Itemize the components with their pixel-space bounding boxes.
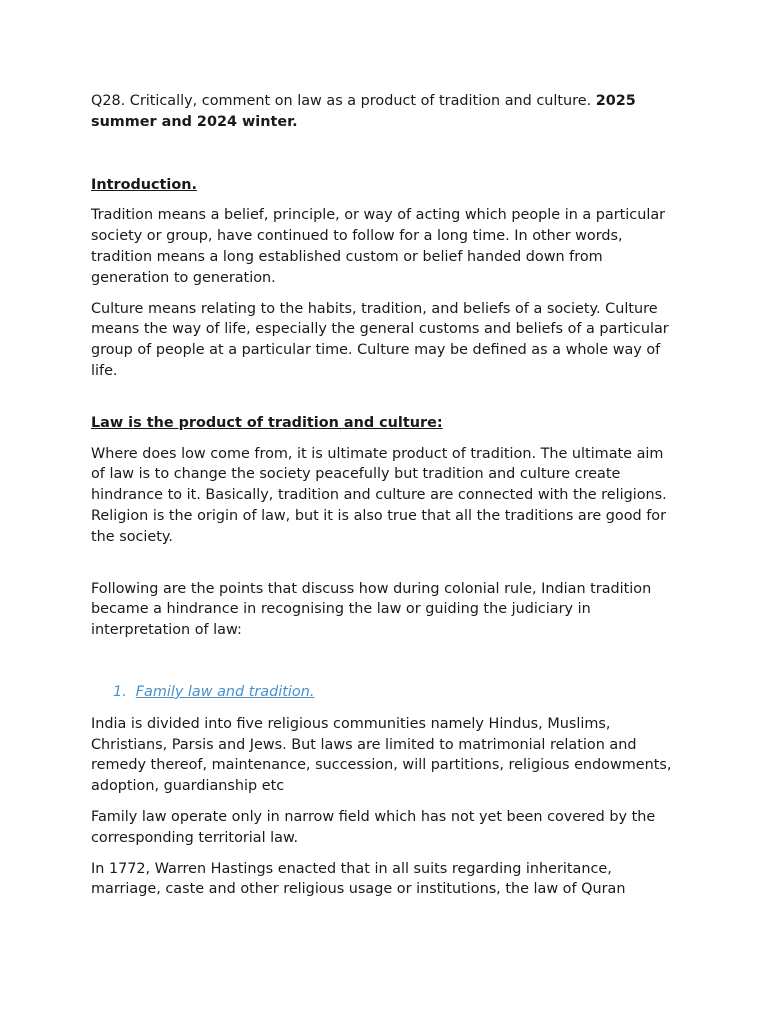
- family-paragraph-communities: India is divided into five religious communities namely Hindus, Muslims, Christians, Parsis and Jews. But laws are limited to matrimonial relation and remedy thereof, maintenance, succession, will partitions, religious endowments, adoption, guardianship etc: [91, 715, 672, 795]
- question-text: Q28. Critically, comment on law as a product of tradition and culture.: [91, 93, 596, 109]
- list-number: 1.: [113, 683, 127, 700]
- intro-paragraph-tradition: Tradition means a belief, principle, or way of acting which people in a particular society or group, have continued to follow for a long time. In other words, tradition means a long established custom or belief handed down from generation to generation.: [91, 207, 666, 286]
- law-section-paragraph: Where does low come from, it is ultimate product of tradition. The ultimate aim of law is to change the society peacefully but tradition and culture create hindrance to it. Basically, tradition and culture are connected with the religions. Religion is the origin of law, but it is also true that all the traditions are good for the society.: [91, 445, 667, 545]
- intro-heading: Introduction.: [91, 176, 197, 193]
- intro-paragraph-culture: Culture means relating to the habits, tradition, and beliefs of a society. Culture means the way of life, especially the general customs and beliefs of a particular group of people at a particular time. Culture may be defined as a whole way of life.: [91, 300, 669, 379]
- colonial-points-intro: Following are the points that discuss how during colonial rule, Indian tradition became a hindrance in recognising the law or guiding the judiciary in interpretation of law:: [91, 580, 652, 639]
- list-item-label: Family law and tradition.: [135, 683, 315, 700]
- law-section-heading: Law is the product of tradition and culture:: [91, 414, 443, 431]
- family-paragraph-hastings: In 1772, Warren Hastings enacted that in all suits regarding inheritance, marriage, caste and other religious usage or institutions, the law of Quran: [91, 860, 626, 898]
- question-line: [91, 91, 680, 133]
- list-item-family-law[interactable]: [91, 682, 680, 703]
- family-paragraph-narrow-field: Family law operate only in narrow field which has not yet been covered by the corresponding territorial law.: [91, 808, 656, 846]
- question-year: 2025 summer and 2024 winter.: [91, 93, 636, 130]
